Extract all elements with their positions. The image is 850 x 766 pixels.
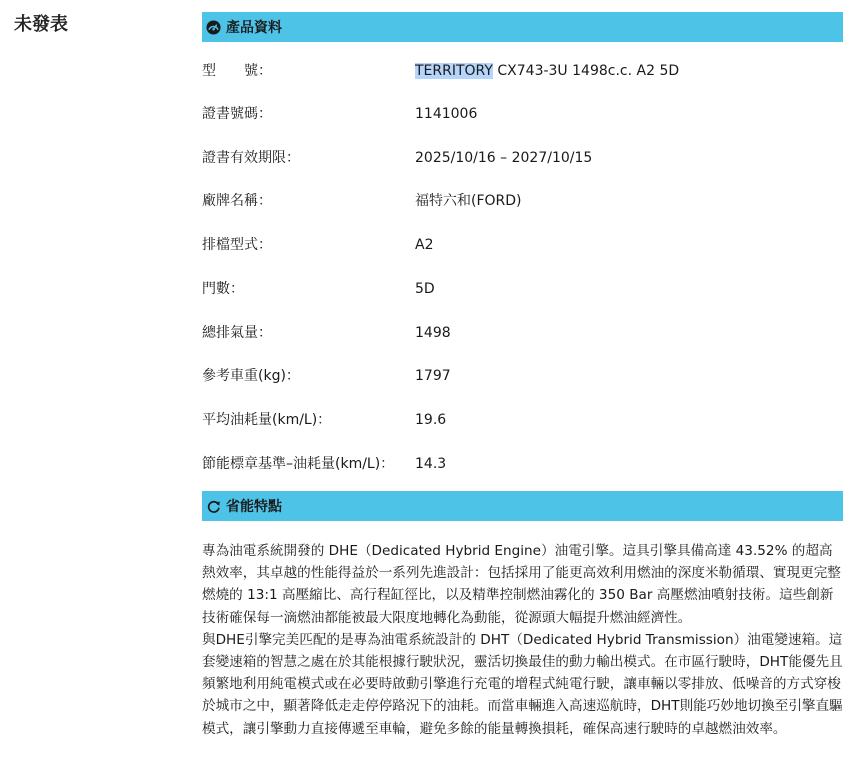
info-row [202,454,843,474]
info-row-value: A2 [415,237,434,253]
info-row-value: 5D [415,281,435,297]
info-row [202,323,843,343]
description-paragraph: 與DHE引擎完美匹配的是專為油電系統設計的 DHT（Dedicated Hybrid Transmission）油電變速箱。這套變速箱的智慧之處在於其能根據行駛狀況，靈活切換最佳的動力輸出模式。在市區行駛時，DHT能優先且頻繁地利用純電模式或在必要時啟動引擎進行充電的增程式純電行駛，讓車輛以零排放、低噪音的方式穿梭於城市之中，顯著降低走走停停路況下的油耗。而當車輛進入高速巡航時，DHT則能巧妙地切換至引擎直驅模式，讓引擎動力直接傳遞至車輪，避免多餘的能量轉換損耗，確保高速行駛時的卓越燃油效率。 [202,631,843,737]
status-label: 未發表 [14,14,68,35]
gauge-icon [206,20,221,35]
info-row-value: 福特六和(FORD) [415,193,522,209]
info-row-value: 14.3 [415,456,447,472]
info-row-label: 平均油耗量(km/L)： [202,412,332,428]
product-info-title: 產品資料 [226,20,282,36]
energy-features-header [202,491,843,521]
info-row [202,235,843,255]
model-highlight: TERRITORY [415,63,493,79]
info-row-value: 1498 [415,325,451,341]
info-row-label: 排檔型式： [202,237,272,253]
info-row-label: 總排氣量： [202,325,272,341]
refresh-icon [206,499,221,514]
description-paragraph: 專為油電系統開發的 DHE（Dedicated Hybrid Engine）油電引擎。這具引擎具備高達 43.52% 的超高熱效率，其卓越的性能得益於一系列先進設計：包括採用了能更高效利用燃油的深度米勒循環、實現更完整燃燒的 13:1 高壓縮比、高行程缸徑比，以及精準控制燃油霧化的 350 Bar 高壓燃油噴射技術。這些創新技術確保每一滴燃油都能被最大限度地轉化為動能，從源頭大幅提升燃油經濟性。 [202,543,841,626]
info-row-label: 證書號碼： [202,106,272,122]
info-row [202,410,843,430]
model-rest: CX743-3U 1498c.c. A2 5D [492,63,680,79]
energy-features-description [202,540,843,740]
model-label: 型 號： [202,63,272,79]
info-row-model [202,61,843,81]
info-row [202,191,843,211]
info-row-value: 1141006 [415,106,478,122]
info-row-label: 參考車重(kg)： [202,368,300,384]
energy-features-title: 省能特點 [226,499,282,515]
info-row-value: 1797 [415,368,451,384]
model-value [415,61,679,81]
info-row-label: 廠牌名稱： [202,193,272,209]
info-row [202,366,843,386]
info-row-value: 2025/10/16 – 2027/10/15 [415,150,593,166]
product-info-header [202,12,843,42]
info-row [202,279,843,299]
info-row-label: 門數： [202,281,244,297]
info-row-label: 證書有效期限： [202,150,300,166]
info-row [202,148,843,168]
info-row-value: 19.6 [415,412,447,428]
info-row-label: 節能標章基準–油耗量(km/L)： [202,456,395,472]
info-row [202,104,843,124]
